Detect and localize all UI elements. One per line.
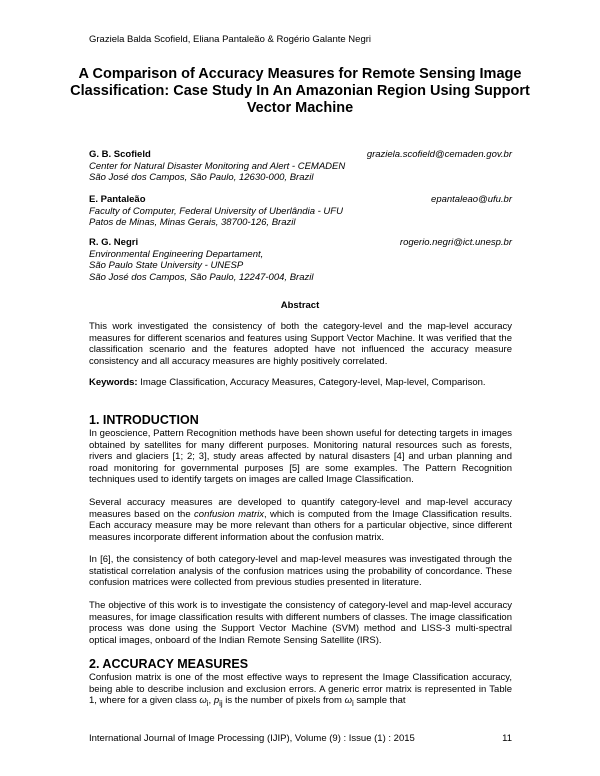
text-run: , [208, 695, 212, 706]
math-subscript: i [206, 698, 209, 708]
abstract-text: This work investigated the consistency of both the category-level and the map-level accuracy measures for different scenarios and features using Support Vector Machine. It was verified that the classification scenario and the features adopted have not influenced the accuracy measure consistency and all accuracy measures are highly positively correlated. [89, 321, 512, 367]
author-email[interactable]: epantaleao@ufu.br [431, 194, 512, 205]
math-symbol: p [213, 695, 220, 706]
author-name: E. Pantaleão [89, 194, 146, 205]
text-run: Confusion matrix is one of the most effective ways to represent the Image Classification accuracy, being able to describe inclusion and exclusion errors. A generic error matrix is represented in Table 1, where for a given class [89, 672, 512, 706]
text-run: Several accuracy measures are developed to quantify category-level and map-level accuracy measures based on the [89, 497, 512, 520]
emphasis: confusion matrix [194, 508, 264, 520]
author-affiliation: São José dos Campos, São Paulo, 12247-004, Brazil [89, 271, 314, 283]
text-run: sample that [356, 695, 406, 706]
author-affiliation: São Paulo State University - UNESP [89, 260, 244, 271]
author-block [89, 194, 512, 229]
author-email[interactable]: rogerio.negri@ict.unesp.br [399, 237, 512, 248]
math-subscript: ij [219, 698, 223, 708]
keywords [89, 377, 512, 389]
text-run: , which is computed from the Image Classification results. Each accuracy measure may be more relevant than others for a particular objective, since different measures incorporate different information about the confusion matrix. [89, 508, 512, 543]
author-block [89, 149, 512, 184]
section-heading-introduction: 1. INTRODUCTION [89, 413, 199, 427]
author-affiliation: Faculty of Computer, Federal University of Uberlândia - UFU [89, 205, 343, 217]
author-affiliation: São José dos Campos, São Paulo, 12630-000, Brazil [89, 172, 314, 183]
author-affiliation: Environmental Engineering Departament, [89, 248, 264, 260]
author-name: G. B. Scofield [89, 149, 151, 160]
math-symbol: ω [199, 695, 207, 706]
intro-paragraph [89, 497, 512, 543]
author-name: R. G. Negri [89, 237, 139, 248]
intro-paragraph: In geoscience, Pattern Recognition methods have been shown useful for detecting targets in images obtained by satellites for many different purposes. Monitoring natural resources such as forests, rivers and glaciers [1; 2; 3], study areas affected by natural disasters [4] and urban planning and road monitoring for governmental purposes [5] are some examples. The Pattern Recognition techniques used to identify targets on images are called Image Classification. [89, 428, 512, 485]
paper-title: A Comparison of Accuracy Measures for Remote Sensing Image Classification: Case Study In An Amazonian Region Using Support Vector Machine [70, 66, 530, 116]
author-affiliation: Center for Natural Disaster Monitoring and Alert - CEMADEN [89, 160, 346, 172]
author-block [89, 237, 512, 283]
intro-paragraph: In [6], the consistency of both category-level and map-level measures was investigated through the statistical correlation analysis of the confusion matrices using the probability of concordance. These confusion matrices were collected from previous studies presented in literature. [89, 554, 512, 588]
abstract-heading: Abstract [280, 300, 320, 311]
math-subscript: i [352, 698, 354, 708]
running-header: Graziela Balda Scofield, Eliana Pantaleão & Rogério Galante Negri [89, 34, 371, 45]
author-email[interactable]: graziela.scofield@cemaden.gov.br [366, 149, 512, 160]
keywords-text: Image Classification, Accuracy Measures, Category-level, Map-level, Comparison. [140, 377, 486, 388]
page-number: 11 [502, 733, 512, 744]
footer-journal: International Journal of Image Processing (IJIP), Volume (9) : Issue (1) : 2015 [89, 733, 415, 744]
author-affiliation: Patos de Minas, Minas Gerais, 38700-126, Brazil [89, 217, 296, 228]
accuracy-paragraph [89, 672, 512, 709]
intro-paragraph: The objective of this work is to investigate the consistency of category-level and map-level accuracy measures, for image classification results with different numbers of classes. The image classification process was done using the Support Vector Machine (SVM) method and LISS-3 multi-spectral optical images, onboard of the Indian Remote Sensing Satellite (IRS). [89, 600, 512, 646]
keywords-label: Keywords: [89, 377, 138, 388]
page-footer [89, 733, 512, 744]
math-symbol: ω [344, 695, 353, 706]
text-run: is the number of pixels from [225, 695, 342, 706]
section-heading-accuracy-measures: 2. ACCURACY MEASURES [89, 657, 249, 671]
